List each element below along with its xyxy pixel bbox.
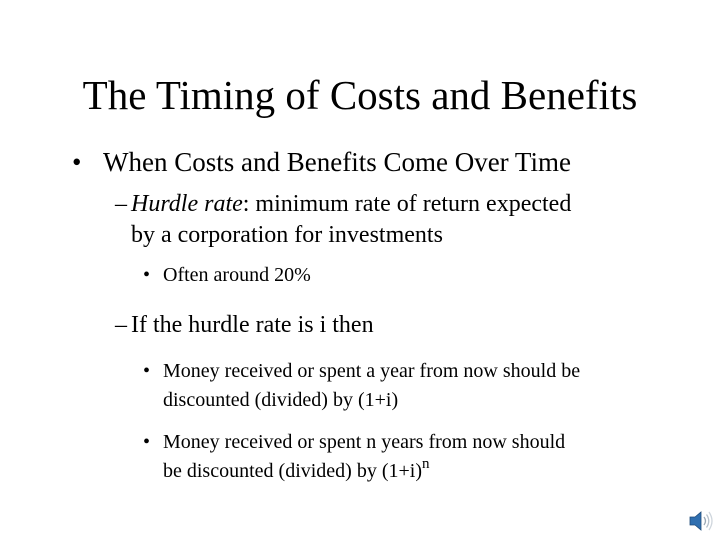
often-text: Often around 20% xyxy=(163,264,311,286)
money-n-years-text xyxy=(163,428,565,486)
bullet-dot: • xyxy=(143,431,151,453)
money-year-text xyxy=(163,357,580,415)
bullet-dot: • xyxy=(143,360,151,382)
money-year-line-2: discounted (divided) by (1+i) xyxy=(163,389,399,411)
subbullet-dash: – xyxy=(115,191,127,217)
hurdle-term: Hurdle rate xyxy=(131,191,243,217)
money-n-line-1: Money received or spent n years from now should xyxy=(163,431,566,453)
bullet-dot: • xyxy=(72,147,82,177)
subbullet-text xyxy=(131,189,571,251)
hurdle-definition: : minimum rate of return expected xyxy=(242,191,572,217)
hurdle-line-2: by a corporation for investments xyxy=(131,222,443,248)
money-n-line-2 xyxy=(163,457,565,486)
speaker-icon[interactable] xyxy=(688,508,714,534)
money-n-line-2-text: be discounted (divided) by (1+i) xyxy=(163,460,422,482)
exponent-n: n xyxy=(422,456,430,472)
bullet-dot: • xyxy=(143,264,151,286)
hurdle-line-1 xyxy=(131,189,571,220)
if-rate-text: If the hurdle rate is i then xyxy=(131,312,374,338)
subbullet-dash: – xyxy=(115,312,127,338)
money-year-line-1: Money received or spent a year from now should be xyxy=(163,360,581,382)
bullet-text: When Costs and Benefits Come Over Time xyxy=(103,147,571,177)
slide-title: The Timing of Costs and Benefits xyxy=(82,72,638,118)
